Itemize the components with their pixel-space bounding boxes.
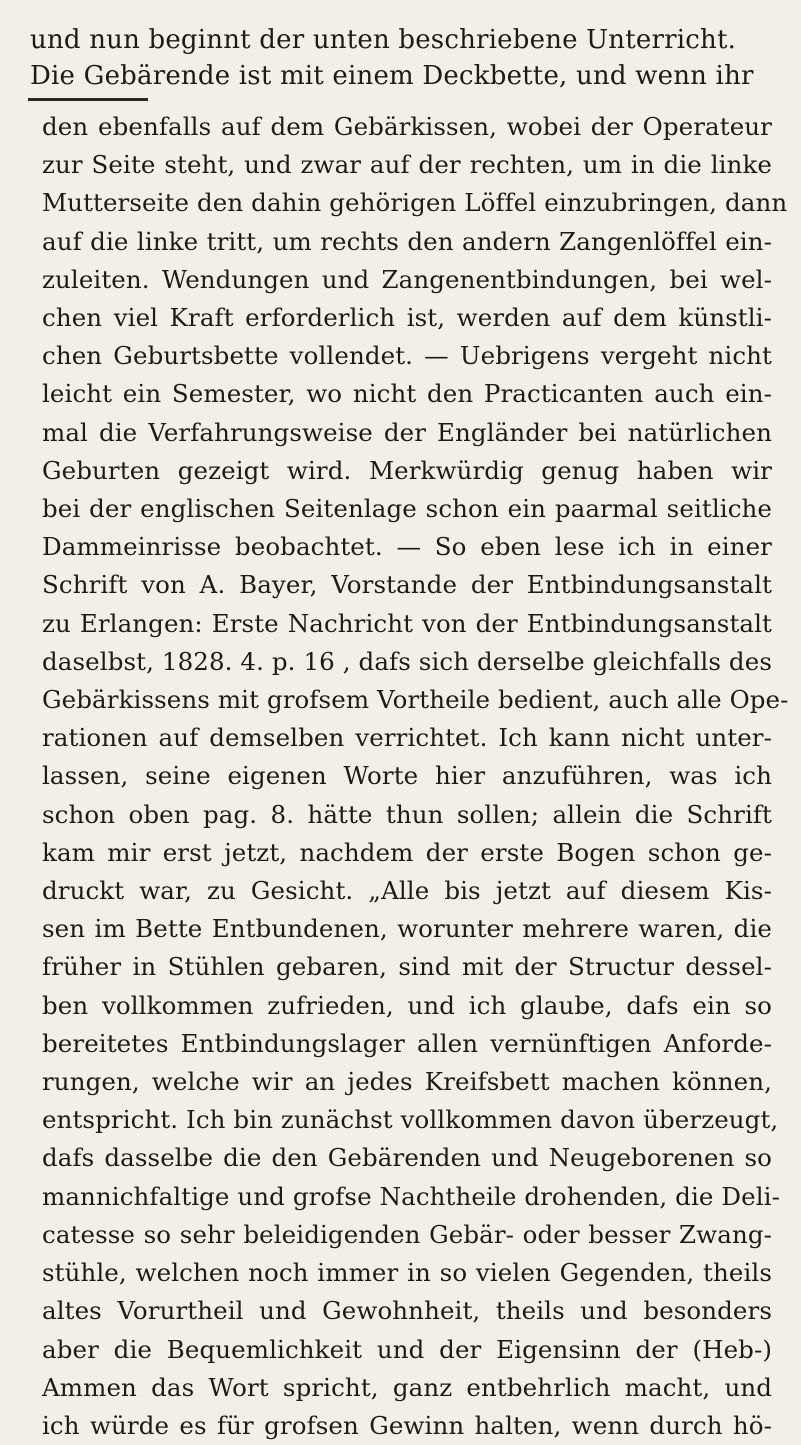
text-line: früher in Stühlen gebaren, sind mit der Structur dessel-: [42, 952, 772, 982]
text-line: Mutterseite den dahin gehörigen Löffel einzubringen, dann: [42, 188, 788, 218]
text-line: auf die linke tritt, um rechts den andern Zangenlöffel ein-: [42, 226, 772, 256]
text-line: leicht ein Semester, wo nicht den Practicanten auch ein-: [42, 379, 772, 409]
text-line: altes Vorurtheil und Gewohnheit, theils und besonders: [42, 1296, 772, 1326]
text-line: chen Geburtsbette vollendet. — Uebrigens vergeht nicht: [42, 341, 772, 371]
text-line: Dammeinrisse beobachtet. — So eben lese ich in einer: [42, 532, 772, 562]
text-line: rationen auf demselben verrichtet. Ich kann nicht unter-: [42, 723, 772, 753]
header-text-block: [30, 22, 790, 94]
text-line: ben vollkommen zufrieden, und ich glaube, dafs ein so: [42, 990, 772, 1020]
text-line: entspricht. Ich bin zunächst vollkommen davon überzeugt,: [42, 1105, 779, 1135]
text-line: Geburten gezeigt wird. Merkwürdig genug haben wir: [42, 455, 772, 485]
text-line: dafs dasselbe die den Gebärenden und Neugeborenen so: [42, 1143, 772, 1173]
text-line: catesse so sehr beleidigenden Gebär- oder besser Zwang-: [42, 1219, 772, 1249]
text-line: lassen, seine eigenen Worte hier anzuführen, was ich: [42, 761, 772, 791]
text-line: aber die Bequemlichkeit und der Eigensinn der (Heb-): [42, 1334, 772, 1364]
text-line: bereitetes Entbindungslager allen vernünftigen Anforde-: [42, 1028, 772, 1058]
text-line: Gebärkissens mit grofsem Vortheile bedient, auch alle Ope-: [42, 685, 789, 715]
text-line: mal die Verfahrungsweise der Engländer bei natürlichen: [42, 417, 772, 447]
text-line: zur Seite steht, und zwar auf der rechten, um in die linke: [42, 150, 772, 180]
divider-rule: [28, 98, 148, 101]
text-line: Ammen das Wort spricht, ganz entbehrlich macht, und: [42, 1372, 772, 1402]
text-line: ich würde es für grofsen Gewinn halten, wenn durch hö-: [42, 1410, 772, 1440]
text-line: zuleiten. Wendungen und Zangenentbindungen, bei wel-: [42, 264, 772, 294]
header-line: und nun beginnt der unten beschriebene Unterricht.: [30, 25, 737, 55]
body-text-block: [42, 108, 789, 1445]
text-line: sen im Bette Entbundenen, worunter mehrere waren, die: [42, 914, 772, 944]
text-line: den ebenfalls auf dem Gebärkissen, wobei der Operateur: [42, 112, 772, 141]
text-line: druckt war, zu Gesicht. „Alle bis jetzt auf diesem Kis-: [42, 876, 772, 906]
text-line: kam mir erst jetzt, nachdem der erste Bogen schon ge-: [42, 837, 772, 867]
text-line: rungen, welche wir an jedes Kreifsbett machen können,: [42, 1067, 772, 1097]
text-line: zu Erlangen: Erste Nachricht von der Entbindungsanstalt: [42, 608, 772, 638]
text-line: stühle, welchen noch immer in so vielen Gegenden, theils: [42, 1258, 772, 1288]
text-line: mannichfaltige und grofse Nachtheile drohenden, die Deli-: [42, 1181, 780, 1211]
text-line: schon oben pag. 8. hätte thun sollen; allein die Schrift: [42, 799, 772, 829]
text-line: Schrift von A. Bayer, Vorstande der Entbindungsanstalt: [42, 570, 772, 600]
text-line: bei der englischen Seitenlage schon ein paarmal seitliche: [42, 494, 772, 524]
text-line: chen viel Kraft erforderlich ist, werden auf dem künstli-: [42, 303, 772, 333]
header-line: Die Gebärende ist mit einem Deckbette, und wenn ihr: [30, 61, 754, 91]
text-line: daselbst, 1828. 4. p. 16 , dafs sich derselbe gleichfalls des: [42, 646, 772, 676]
